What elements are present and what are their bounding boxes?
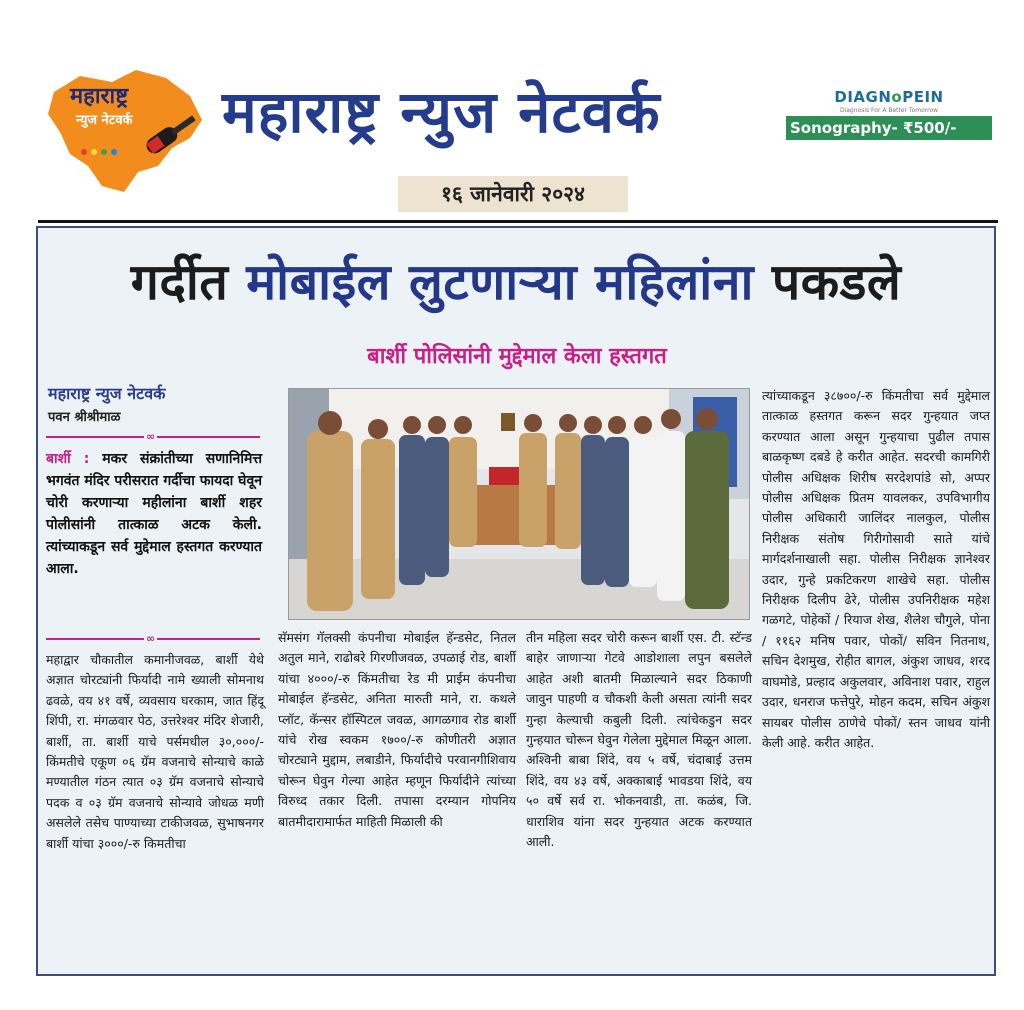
article-headline — [48, 246, 984, 314]
logo-subtitle: न्युज नेटवर्क — [76, 113, 133, 128]
ornament-divider-top — [46, 430, 260, 444]
article-column-2: सॅमसंग गॅलक्सी कंपनीचा मोबाईल हॅन्डसेट, नितल अतुल माने, राढोबरे गिरणीजवळ, उपळाई रोड, बार्शी यांचा ४०००/-रु किंमतीचा रेड मी प्राईम कंपनीचा मोबाईल हॅन्डसेट, अनिता मारुती माने, रा. कथले प्लॉट, कॅन्सर हॉस्पिटल जवळ, आगळगाव रोड बार्शी यांचे रोख स्वकम १७००/-रु कोणीतरी अज्ञात चोरट्याने मुद्दाम, लबाडीने, फिर्यादीचे परवानगीशिवाय चोरून घेवुन गेल्या आहेत म्हणून फिर्यादीने त्यांच्या विरुध्द तकार दिली. तपासा दरम्यान गोपनिय बातमीदारामार्फत माहिती मिळाली की — [278, 630, 516, 829]
article-column-4: त्यांच्याकडून ३८७००/-रु किंमतीचा सर्व मुद्देमाल तात्काळ हस्तगत करून सदर गुन्हयात जप्त करण्यात आला असून गुन्हयाचा पुढील तपास बाळकृष्ण दबडे हे करीत आहेत. सदरची कामगिरी पोलीस अधिक्षक शिरीष सरदेशपांडे सो, अप्पर पोलीस अधिक्षक प्रितम यावलकर, उपविभागीय पोलीस अधिकारी जालिंदर नालकुल, पोलीस निरीक्षक संतोष गिरीगोसावी साते यांचे मार्गदर्शनाखाली सहा. पोलीस निरीक्षक ज्ञानेश्वर उदार, गुन्हे प्रकटिकरण शाखेचे सहा. पोलीस निरीक्षक दिलीप ढेरे, पोलीस उपनिरीक्षक महेश गळगटे, पोहेकों / रियाज शेख, शैलेश चौगुले, पोना / ११६२ मनिष पवार, पोकों/ सविन नितनाथ, सचिन देशमुख, रोहीत बागल, अंकुश जाधव, शरद वाघमोडे, प्रल्हाद अकुलवार, अविनाश पवार, राहुल उदार, धनराज फत्तेपुरे, मोहन कदम, सचिन अंकुश सायबर पोलीस ठाणेचे पोकों/ स्तन जाधव यांनी केली आहे. करीत आहेत. — [762, 388, 990, 750]
article-column-1: महाद्वार चौकातील कमानीजवळ, बार्शी येथे अज्ञात चोरट्यांनी फिर्यादी नामे ख्याली सोमनाथ ढवळे, वय ४१ वर्षे, व्यवसाय घरकाम, जात हिंदू शिंपी, रा. मंगळवार पेठ, उत्तरेश्वर मंदिर शेजारी, बार्शी, ता. बार्शी याचे पर्समधील ३०,०००/- किंमतीचे एकूण ०६ ग्रॅम वजनाचे सोन्याचे काळे मण्यातील गंठन त्यात ०३ ग्रॅम वजनाचे सोन्याचे पदक व ०३ ग्रॅम वजनाचे सोन्यावे जोधळ मणी असलेले तसेच पाण्याच्या टाकीजवळ, सुभाषनगर बार्शी यांचा ३०००/-रु किमतीचा — [46, 652, 264, 851]
lead-text: मकर संक्रांतीच्या सणानिमित्त भगवंत मंदिर परीसरात गर्दीचा फायदा घेवून चोरी करणाऱ्या महीलांना बार्शी शहर पोलीसांनी तात्काळ अटक केली. त्यांच्याकडून सर्व मुद्देमाल हस्तगत करण्यात आला. — [46, 451, 263, 577]
byline-author: पवन श्रीश्रीमाळ — [48, 410, 121, 425]
article-column-3: तीन महिला सदर चोरी करून बार्शी एस. टी. स्टॅन्ड बाहेर जाणाऱ्या गेटवे आडोशाला लपुन बसलेले आहेत अशी बातमी मिळाल्याने सदर ठिकाणी जावुन पाहणी व चौकशी केली असता त्यांनी सदर गुन्हा केल्याची कबुली दिली. त्यांचेकडुन सदर गुन्हयात चोरून घेवुन गेलेला मुद्देमाल मिळून आला. अश्विनी बाबा शिंदे, वय ५ वर्षे, चंदाबाई उत्तम शिंदे, वय ४३ वर्षे, अक्काबाई भावडया शिंदे, वय ५० वर्षे सर्व रा. भोकनवाडी, ता. कळंब, जि. धाराशिव यांना सदर गुन्हयात अटक करण्यात आली. — [526, 630, 752, 850]
masthead-logo — [40, 62, 208, 202]
masthead-divider — [38, 220, 998, 223]
logo-title: महाराष्ट्र — [70, 83, 129, 109]
article-frame — [36, 226, 996, 976]
byline-org: महाराष्ट्र न्युज नेटवर्क — [48, 384, 166, 403]
byline — [48, 382, 262, 425]
news-photo — [288, 388, 750, 620]
masthead-title: महाराष्ट्र न्युज नेटवर्क — [222, 78, 661, 146]
article-subheadline: बार्शी पोलिसांनी मुद्देमाल केला हस्तगत — [367, 344, 667, 369]
ornament-icon: ∞ — [146, 430, 156, 443]
ad-brand-o: o — [891, 88, 903, 106]
ad-tagline: Diagnosis For A Better Tomorrow — [839, 107, 939, 114]
logo-news-badge: NEWS — [155, 160, 180, 180]
ornament-icon: ∞ — [146, 632, 156, 645]
headline-part-3: पकडले — [771, 253, 902, 311]
issue-date: १६ जानेवारी २०२४ — [398, 176, 628, 212]
headline-part-2: मोबाईल लुटणाऱ्या महिलांना — [246, 253, 772, 311]
lead-paragraph — [46, 448, 262, 580]
police-group-photo — [289, 389, 750, 620]
ad-offer: Sonography- ₹500/- — [786, 116, 992, 140]
ad-brand-a: DIAGN — [834, 88, 892, 106]
ad-brand — [786, 88, 992, 106]
ad-brand-b: PEIN — [902, 88, 944, 106]
headline-part-1: गर्दीत — [130, 253, 247, 311]
dateline-place: बार्शी : — [46, 451, 90, 467]
ornament-divider-bottom — [46, 632, 260, 646]
sonography-ad[interactable] — [786, 88, 992, 152]
